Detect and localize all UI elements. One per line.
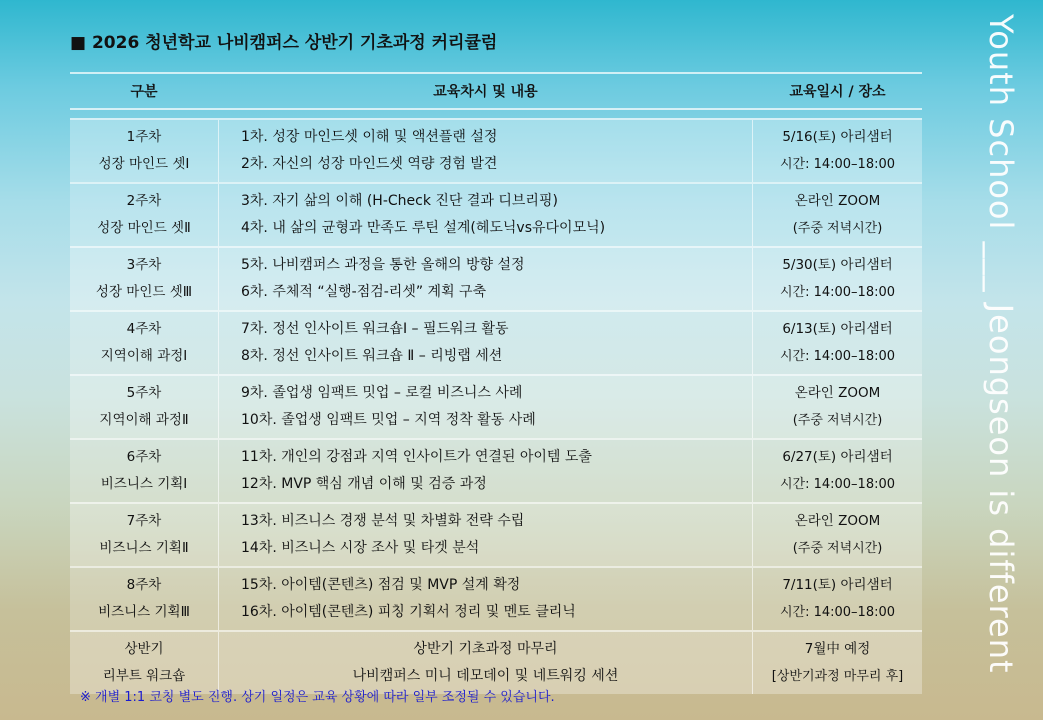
week-label: 4주차 [126,321,162,337]
session-line: 8차. 정선 인사이트 워크숍 Ⅱ – 리빙랩 세션 [241,348,503,364]
schedule-time: (주중 저녁시간) [792,413,883,428]
module-label: 리부트 워크숍 [102,668,186,684]
row-category [70,440,218,502]
schedule-time: 시간: 14:00–18:00 [779,477,896,492]
table-row [70,374,922,438]
table-row [70,182,922,246]
row-schedule [753,120,922,182]
side-slogan: Youth School ___ Jeongseon is different [982,14,1020,674]
row-content [218,504,753,566]
schedule-time: 시간: 14:00–18:00 [779,605,896,620]
module-label: 비즈니스 기획Ⅰ [100,476,188,492]
module-label: 비즈니스 기획Ⅱ [99,540,189,556]
row-schedule [753,312,922,374]
row-content [218,376,753,438]
session-line: 1차. 성장 마인드셋 이해 및 액션플랜 설정 [241,129,498,145]
row-category [70,504,218,566]
module-label: 지역이해 과정Ⅰ [100,348,188,364]
row-category [70,376,218,438]
row-content [218,440,753,502]
module-label: 비즈니스 기획Ⅲ [98,604,190,620]
row-category [70,632,218,694]
row-category [70,184,218,246]
row-category [70,568,218,630]
schedule-time: 시간: 14:00–18:00 [779,157,896,172]
table-row [70,502,922,566]
session-line: 나비캠퍼스 미니 데모데이 및 네트워킹 세션 [352,668,619,684]
table-row [70,310,922,374]
session-line: 7차. 정선 인사이트 워크숍Ⅰ – 필드워크 활동 [241,321,509,337]
week-label: 6주차 [126,449,162,465]
row-schedule [753,504,922,566]
row-category [70,120,218,182]
row-schedule [753,376,922,438]
module-label: 성장 마인드 셋Ⅱ [97,220,191,236]
row-content [218,184,753,246]
session-line: 4차. 내 삶의 균형과 만족도 루틴 설계(헤도닉vs유다이모닉) [241,220,606,236]
session-line: 상반기 기초과정 마무리 [413,641,558,657]
session-line: 12차. MVP 핵심 개념 이해 및 검증 과정 [241,476,487,492]
week-label: 8주차 [126,577,162,593]
row-schedule [753,184,922,246]
footnote: ※ 개별 1:1 코칭 별도 진행. 상기 일정은 교육 상황에 따라 일부 조정될 수 있습니다. [80,690,555,705]
week-label: 1주차 [126,129,162,145]
schedule-time: 시간: 14:00–18:00 [779,285,896,300]
header-schedule: 교육일시 / 장소 [789,84,886,100]
session-line: 9차. 졸업생 임팩트 밋업 – 로컬 비즈니스 사례 [241,385,523,401]
schedule-time: (주중 저녁시간) [792,541,883,556]
session-line: 11차. 개인의 강점과 지역 인사이트가 연결된 아이템 도출 [241,449,592,465]
schedule-place: 5/16(토) 아리샘터 [782,129,893,145]
table-body [70,118,922,694]
schedule-place: 온라인 ZOOM [794,513,881,529]
row-category [70,248,218,310]
session-line: 3차. 자기 삶의 이해 (H-Check 진단 결과 디브리핑) [241,193,558,209]
session-line: 2차. 자신의 성장 마인드셋 역량 경험 발견 [241,156,498,172]
table-row [70,118,922,182]
page-title: ■ 2026 청년학교 나비캠퍼스 상반기 기초과정 커리큘럼 [70,33,498,53]
table-row [70,630,922,694]
schedule-time: [상반기과정 마무리 후] [771,669,904,684]
week-label: 7주차 [126,513,162,529]
session-line: 15차. 아이템(콘텐츠) 점검 및 MVP 설계 확정 [241,577,521,593]
row-content [218,632,753,694]
session-line: 10차. 졸업생 임팩트 밋업 – 지역 정착 활동 사례 [241,412,536,428]
row-schedule [753,248,922,310]
header-category: 구분 [130,84,158,100]
row-content [218,312,753,374]
schedule-place: 7월中 예정 [804,641,871,657]
schedule-place: 온라인 ZOOM [794,193,881,209]
table-row [70,566,922,630]
week-label: 3주차 [126,257,162,273]
table-row [70,246,922,310]
row-schedule [753,632,922,694]
row-schedule [753,440,922,502]
session-line: 14차. 비즈니스 시장 조사 및 타겟 분석 [241,540,480,556]
week-label: 2주차 [126,193,162,209]
schedule-time: 시간: 14:00–18:00 [779,349,896,364]
module-label: 지역이해 과정Ⅱ [99,412,189,428]
row-content [218,120,753,182]
session-line: 6차. 주체적 “실행-점검-리셋” 계획 구축 [241,284,487,300]
session-line: 16차. 아이템(콘텐츠) 피칭 기획서 정리 및 멘토 클리닉 [241,604,576,620]
curriculum-table [70,72,922,694]
session-line: 5차. 나비캠퍼스 과정을 통한 올해의 방향 설정 [241,257,525,273]
header-content: 교육차시 및 내용 [433,84,538,100]
week-label: 5주차 [126,385,162,401]
row-schedule [753,568,922,630]
schedule-time: (주중 저녁시간) [792,221,883,236]
table-header [70,72,922,110]
table-row [70,438,922,502]
row-content [218,248,753,310]
module-label: 성장 마인드 셋Ⅰ [98,156,190,172]
module-label: 성장 마인드 셋Ⅲ [95,284,193,300]
schedule-place: 7/11(토) 아리샘터 [782,577,893,593]
schedule-place: 5/30(토) 아리샘터 [782,257,893,273]
schedule-place: 온라인 ZOOM [794,385,881,401]
schedule-place: 6/13(토) 아리샘터 [782,321,893,337]
session-line: 13차. 비즈니스 경쟁 분석 및 차별화 전략 수립 [241,513,525,529]
row-content [218,568,753,630]
schedule-place: 6/27(토) 아리샘터 [782,449,893,465]
row-category [70,312,218,374]
week-label: 상반기 [124,641,164,657]
